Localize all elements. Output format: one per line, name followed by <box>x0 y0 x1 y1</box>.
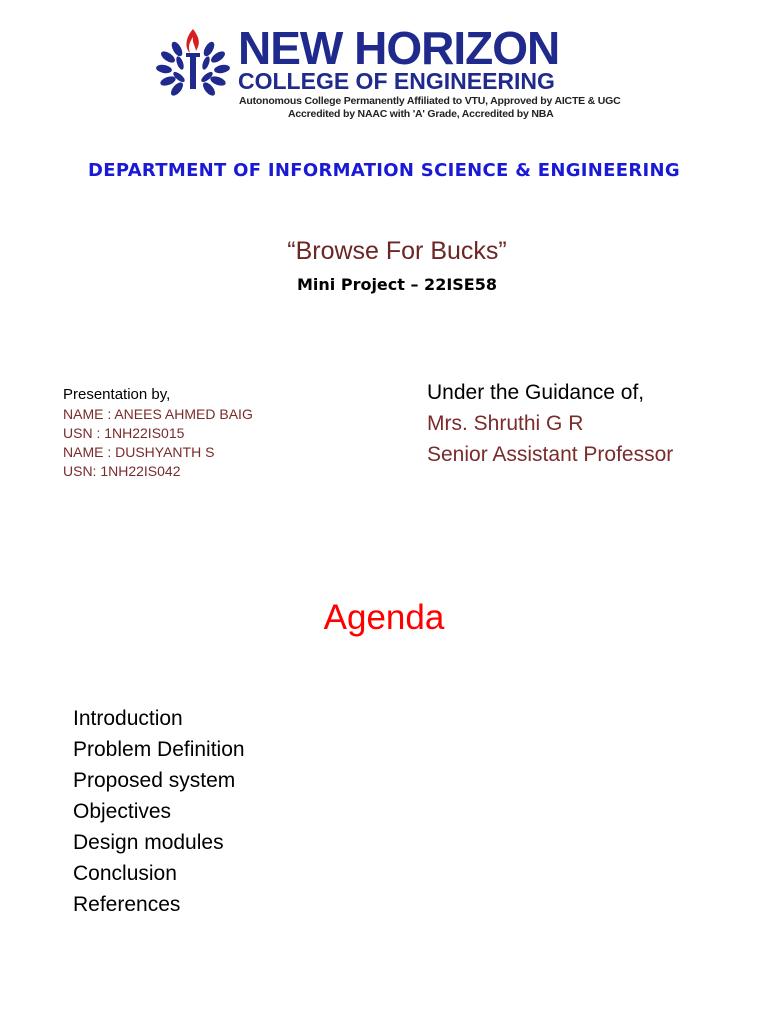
agenda-list <box>73 703 245 920</box>
department-heading: DEPARTMENT OF INFORMATION SCIENCE & ENGINEERING <box>88 160 680 181</box>
presenter-usn-1: USN : 1NH22IS015 <box>63 425 185 441</box>
accreditation-line: Accredited by NAAC with 'A' Grade, Accredited by NBA <box>288 108 554 120</box>
affiliation-line: Autonomous College Permanently Affiliated to VTU, Approved by AICTE & UGC <box>239 95 621 107</box>
guide-name: Mrs. Shruthi G R <box>427 412 584 435</box>
guidance-heading: Under the Guidance of, <box>427 381 645 404</box>
agenda-item: Conclusion <box>73 862 177 885</box>
agenda-item: Proposed system <box>73 769 236 792</box>
presenters-block <box>63 385 253 481</box>
guide-designation: Senior Assistant Professor <box>427 443 674 466</box>
project-title: “Browse For Bucks” <box>287 237 507 265</box>
presenters-heading: Presentation by, <box>63 386 171 403</box>
agenda-item: Objectives <box>73 800 172 823</box>
college-name: NEW HORIZON <box>238 22 560 74</box>
guidance-block <box>427 377 673 470</box>
agenda-item: Design modules <box>73 831 224 854</box>
college-logo <box>155 22 621 122</box>
project-subtitle: Mini Project – 22ISE58 <box>296 275 497 294</box>
presenter-name-1: NAME : ANEES AHMED BAIG <box>63 406 253 422</box>
presenter-usn-2: USN: 1NH22IS042 <box>63 463 181 479</box>
agenda-item: Introduction <box>73 707 183 730</box>
agenda-item: References <box>73 893 181 916</box>
torch-laurel-icon <box>155 27 231 99</box>
college-subtitle: COLLEGE OF ENGINEERING <box>238 68 555 94</box>
agenda-item: Problem Definition <box>73 738 245 761</box>
agenda-title: Agenda <box>323 598 445 637</box>
presenter-name-2: NAME : DUSHYANTH S <box>63 444 215 460</box>
